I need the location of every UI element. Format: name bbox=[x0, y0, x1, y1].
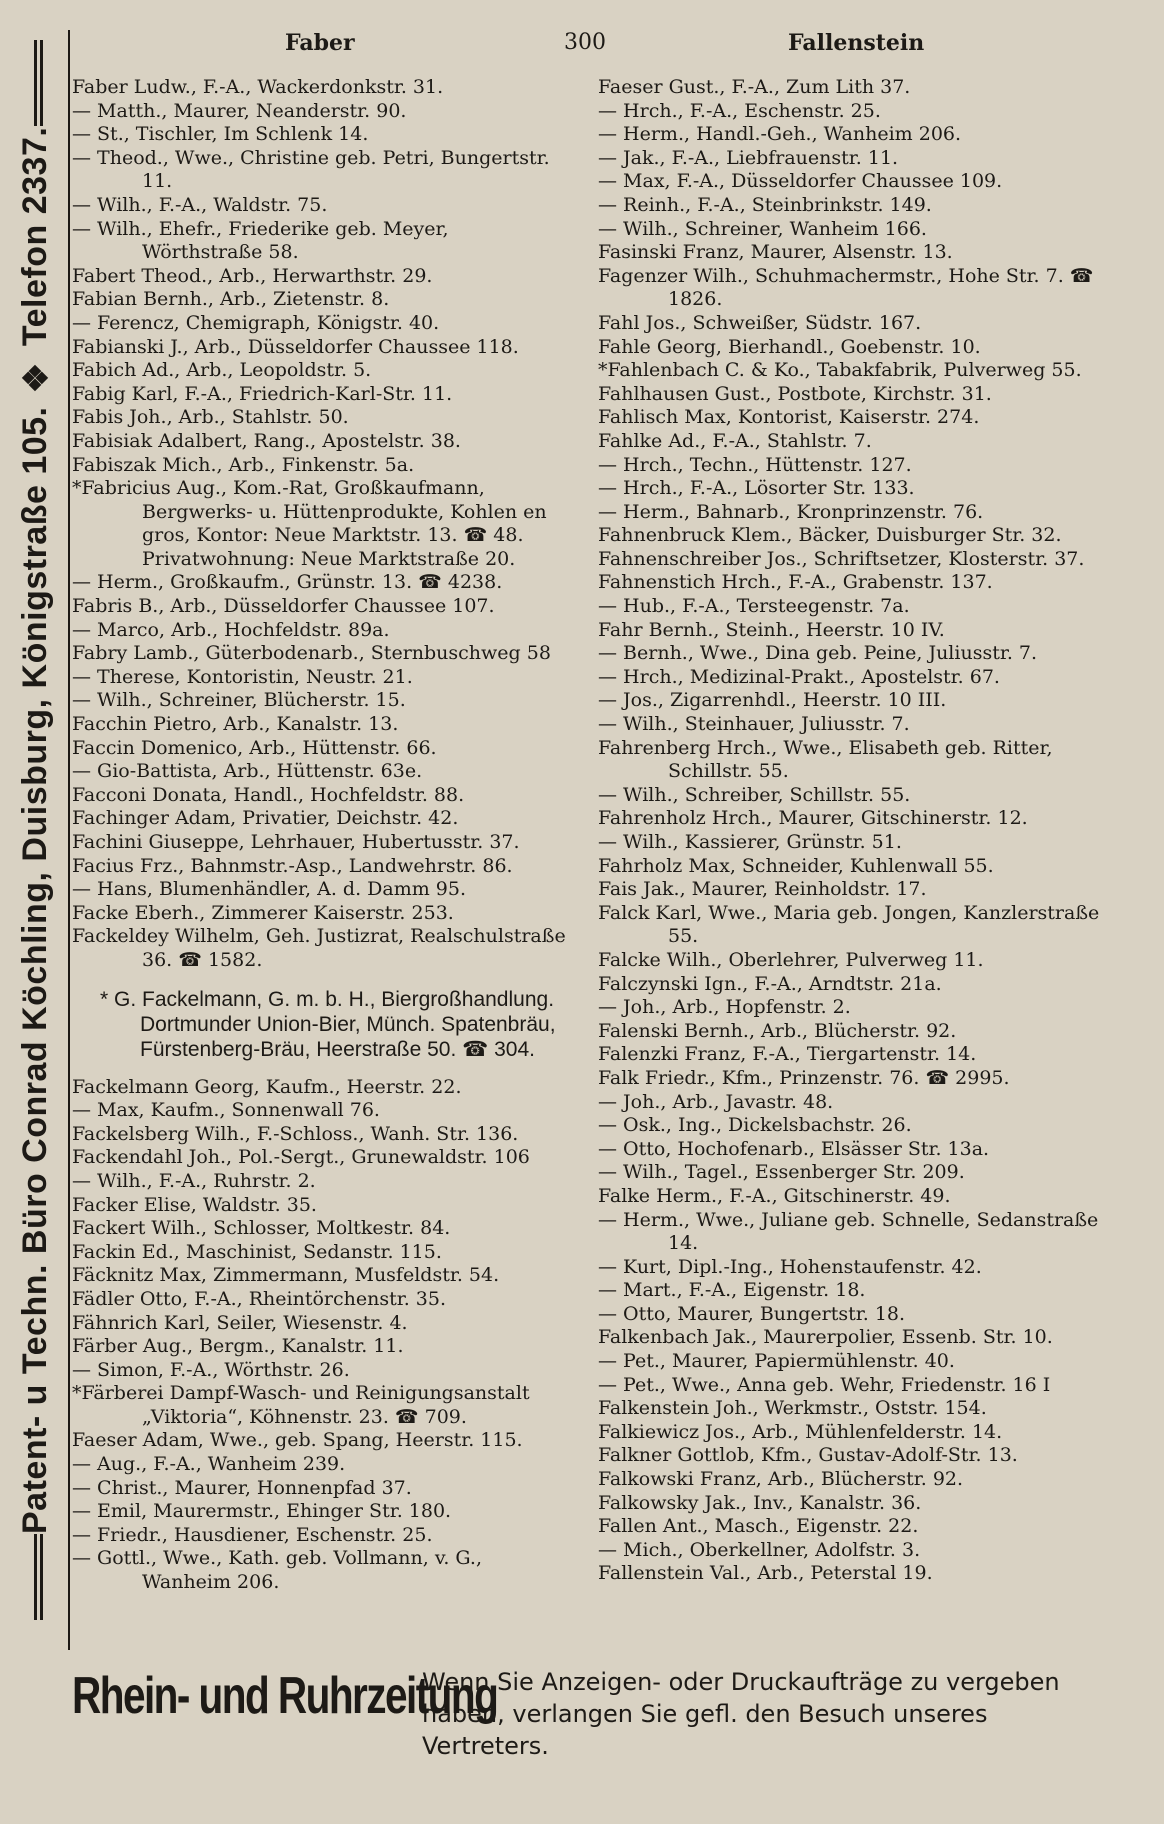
directory-entry: — Gio-Battista, Arb., Hüttenstr. 63e. bbox=[72, 760, 423, 783]
left-column bbox=[72, 76, 567, 1595]
directory-entry: Faccin Domenico, Arb., Hüttenstr. 66. bbox=[72, 736, 437, 759]
directory-entry: — Osk., Ing., Dickelsbachstr. 26. bbox=[598, 1114, 912, 1137]
directory-entry: Faeser Adam, Wwe., geb. Spang, Heerstr. 115. bbox=[72, 1429, 523, 1452]
directory-entry: Fahlke Ad., F.-A., Stahlstr. 7. bbox=[598, 429, 872, 452]
directory-entry: — Wilh., Schreiner, Wanheim 166. bbox=[598, 217, 927, 240]
directory-entry: Fais Jak., Maurer, Reinholdstr. 17. bbox=[598, 878, 927, 901]
directory-entry: Fabris B., Arb., Düsseldorfer Chaussee 107. bbox=[72, 595, 495, 618]
directory-entry: — Joh., Arb., Javastr. 48. bbox=[598, 1090, 834, 1113]
directory-entry: Falck Karl, Wwe., Maria geb. Jongen, Kanzlerstraße 55. bbox=[598, 901, 1100, 948]
directory-entry: — Hrch., Medizinal-Prakt., Apostelstr. 67. bbox=[598, 665, 1000, 688]
directory-entry: Fädler Otto, F.-A., Rheintörchenstr. 35. bbox=[72, 1287, 447, 1310]
directory-entry: Fackendahl Joh., Pol.-Sergt., Grunewaldstr. 106 bbox=[72, 1146, 530, 1169]
directory-entry: Fahle Georg, Bierhandl., Goebenstr. 10. bbox=[598, 335, 981, 358]
left-entries-2 bbox=[72, 1076, 567, 1595]
directory-entry: — Hrch., Techn., Hüttenstr. 127. bbox=[598, 453, 912, 476]
directory-entry: Falkenbach Jak., Maurerpolier, Essenb. Str. 10. bbox=[598, 1326, 1053, 1349]
directory-entry: Fagenzer Wilh., Schuhmachermstr., Hohe Str. 7. ☎ 1826. bbox=[598, 264, 1094, 311]
directory-entry: — Marco, Arb., Hochfeldstr. 89a. bbox=[72, 618, 390, 641]
directory-entry: — Herm., Großkaufm., Grünstr. 13. ☎ 4238. bbox=[72, 571, 503, 594]
directory-entry: Falkenstein Joh., Werkmstr., Oststr. 154. bbox=[598, 1397, 987, 1420]
column-divider-left bbox=[68, 30, 70, 1650]
directory-entry: — Therese, Kontoristin, Neustr. 21. bbox=[72, 665, 413, 688]
directory-entry: Facius Frz., Bahnmstr.-Asp., Landwehrstr. 86. bbox=[72, 854, 513, 877]
directory-entry: Fahlhausen Gust., Postbote, Kirchstr. 31. bbox=[598, 382, 992, 405]
right-column bbox=[598, 76, 1103, 1586]
directory-entry: — Herm., Bahnarb., Kronprinzenstr. 76. bbox=[598, 500, 984, 523]
directory-entry: — Reinh., F.-A., Steinbrinkstr. 149. bbox=[598, 193, 932, 216]
directory-entry: — Wilh., Kassierer, Grünstr. 51. bbox=[598, 831, 902, 853]
directory-entry: — Christ., Maurer, Honnenpfad 37. bbox=[72, 1476, 412, 1499]
directory-entry: *Färberei Dampf-Wasch- und Reinigungsanstalt „Viktoria“, Köhnenstr. 23. ☎ 709. bbox=[72, 1382, 530, 1428]
directory-entry: Fabry Lamb., Güterbodenarb., Sternbuschweg 58 bbox=[72, 642, 551, 665]
directory-entry: Fachinger Adam, Privatier, Deichstr. 42. bbox=[72, 807, 459, 830]
directory-entry: Falke Herm., F.-A., Gitschinerstr. 49. bbox=[598, 1184, 951, 1207]
directory-entry: — Mart., F.-A., Eigenstr. 18. bbox=[598, 1279, 866, 1302]
directory-entry: Falkiewicz Jos., Arb., Mühlenfelderstr. 14. bbox=[598, 1420, 1003, 1443]
right-entries bbox=[598, 76, 1103, 1586]
directory-entry: — Wilh., Tagel., Essenberger Str. 209. bbox=[598, 1161, 965, 1184]
directory-entry: Fabisiak Adalbert, Rang., Apostelstr. 38. bbox=[72, 429, 461, 452]
left-entries bbox=[72, 76, 567, 973]
directory-entry: Fahrholz Max, Schneider, Kuhlenwall 55. bbox=[598, 854, 994, 877]
directory-entry: — Theod., Wwe., Christine geb. Petri, Bungertstr. 11. bbox=[72, 146, 550, 193]
directory-entry: — Otto, Maurer, Bungertstr. 18. bbox=[598, 1302, 906, 1325]
directory-entry: Facconi Donata, Handl., Hochfeldstr. 88. bbox=[72, 783, 465, 806]
directory-entry: — Hub., F.-A., Tersteegenstr. 7a. bbox=[598, 595, 910, 618]
directory-entry: Fahlisch Max, Kontorist, Kaiserstr. 274. bbox=[598, 406, 980, 429]
directory-entry: Facke Eberh., Zimmerer Kaiserstr. 253. bbox=[72, 901, 454, 924]
directory-entry: *Fahlenbach C. & Ko., Tabakfabrik, Pulverweg 55. bbox=[598, 359, 1082, 382]
directory-entry: Fahnenschreiber Jos., Schriftsetzer, Klosterstr. 37. bbox=[598, 547, 1085, 570]
directory-entry: — Aug., F.-A., Wanheim 239. bbox=[72, 1453, 346, 1476]
directory-entry: Falenzki Franz, F.-A., Tiergartenstr. 14. bbox=[598, 1043, 977, 1066]
page-number: 300 bbox=[564, 30, 606, 55]
directory-entry: — Hrch., F.-A., Lösorter Str. 133. bbox=[598, 477, 915, 500]
directory-entry: — Simon, F.-A., Wörthstr. 26. bbox=[72, 1358, 350, 1381]
directory-entry: Falk Friedr., Kfm., Prinzenstr. 76. ☎ 2995. bbox=[598, 1066, 1010, 1089]
directory-entry: Faber Ludw., F.-A., Wackerdonkstr. 31. bbox=[72, 76, 444, 98]
directory-entry: — Bernh., Wwe., Dina geb. Peine, Juliusstr. 7. bbox=[598, 642, 1038, 665]
directory-entry: Fahrenberg Hrch., Wwe., Elisabeth geb. Ritter, Schillstr. 55. bbox=[598, 736, 1053, 783]
directory-entry: — Herm., Handl.-Geh., Wanheim 206. bbox=[598, 123, 962, 146]
directory-entry: — Herm., Wwe., Juliane geb. Schnelle, Sedanstraße 14. bbox=[598, 1208, 1099, 1255]
directory-entry: Fähnrich Karl, Seiler, Wiesenstr. 4. bbox=[72, 1311, 408, 1334]
directory-entry: Fabert Theod., Arb., Herwarthstr. 29. bbox=[72, 264, 433, 287]
directory-entry: Fabis Joh., Arb., Stahlstr. 50. bbox=[72, 406, 349, 429]
newspaper-logo: Rhein- und Ruhrzeitung bbox=[72, 1667, 498, 1725]
directory-entry: Fahnenbruck Klem., Bäcker, Duisburger Str. 32. bbox=[598, 524, 1062, 547]
directory-entry: Fachini Giuseppe, Lehrhauer, Hubertusstr. 37. bbox=[72, 831, 520, 853]
directory-entry: Falkner Gottlob, Kfm., Gustav-Adolf-Str. 13. bbox=[598, 1444, 1018, 1467]
directory-entry: — Otto, Hochofenarb., Elsässer Str. 13a. bbox=[598, 1137, 990, 1160]
directory-entry: Fäcknitz Max, Zimmermann, Musfeldstr. 54. bbox=[72, 1264, 500, 1287]
directory-entry: — Max, F.-A., Düsseldorfer Chaussee 109. bbox=[598, 170, 1003, 193]
side-advertisement bbox=[4, 30, 62, 1630]
directory-entry: Falcke Wilh., Oberlehrer, Pulverweg 11. bbox=[598, 948, 984, 971]
header-right-keyword: Fallenstein bbox=[788, 30, 925, 56]
directory-entry: — St., Tischler, Im Schlenk 14. bbox=[72, 123, 369, 146]
directory-entry: Fabich Ad., Arb., Leopoldstr. 5. bbox=[72, 359, 372, 382]
directory-entry: Falenski Bernh., Arb., Blücherstr. 92. bbox=[598, 1019, 957, 1042]
directory-entry: Fackin Ed., Maschinist, Sedanstr. 115. bbox=[72, 1240, 442, 1263]
directory-entry: — Mich., Oberkellner, Adolfstr. 3. bbox=[598, 1538, 921, 1561]
directory-entry: Fackelmann Georg, Kaufm., Heerstr. 22. bbox=[72, 1075, 462, 1098]
directory-entry: — Wilh., Steinhauer, Juliusstr. 7. bbox=[598, 713, 910, 736]
directory-entry: Facker Elise, Waldstr. 35. bbox=[72, 1193, 317, 1216]
directory-entry: Falkowsky Jak., Inv., Kanalstr. 36. bbox=[598, 1491, 922, 1514]
directory-entry: — Wilh., Schreiber, Schillstr. 55. bbox=[598, 783, 911, 806]
directory-entry: — Max, Kaufm., Sonnenwall 76. bbox=[72, 1099, 380, 1122]
directory-entry: Färber Aug., Bergm., Kanalstr. 11. bbox=[72, 1335, 404, 1358]
directory-entry: Fabig Karl, F.-A., Friedrich-Karl-Str. 11. bbox=[72, 382, 453, 405]
directory-entry: Fallenstein Val., Arb., Peterstal 19. bbox=[598, 1562, 933, 1585]
directory-entry: Fahrenholz Hrch., Maurer, Gitschinerstr. 12. bbox=[598, 807, 1028, 830]
directory-entry: — Pet., Maurer, Papiermühlenstr. 40. bbox=[598, 1350, 955, 1373]
directory-entry: — Friedr., Hausdiener, Eschenstr. 25. bbox=[72, 1523, 433, 1546]
directory-entry: — Joh., Arb., Hopfenstr. 2. bbox=[598, 996, 851, 1019]
page-header bbox=[70, 24, 1154, 64]
directory-entry: Falczynski Ign., F.-A., Arndtstr. 21a. bbox=[598, 972, 942, 995]
directory-entry: *Fabricius Aug., Kom.-Rat, Großkaufmann, Bergwerks- u. Hüttenprodukte, Kohlen en gros, Kontor: Neue Marktstr. 13. ☎ 48. Privatwohnung: Neue Marktstraße 20. bbox=[72, 477, 547, 570]
directory-entry: Fabiszak Mich., Arb., Finkenstr. 5a. bbox=[72, 453, 415, 476]
directory-entry: Fackelsberg Wilh., F.-Schloss., Wanh. Str. 136. bbox=[72, 1122, 519, 1145]
directory-entry: — Ferencz, Chemigraph, Königstr. 40. bbox=[72, 311, 440, 334]
directory-entry: Falkowski Franz, Arb., Blücherstr. 92. bbox=[598, 1468, 964, 1491]
directory-entry: Fackert Wilh., Schlosser, Moltkestr. 84. bbox=[72, 1217, 451, 1240]
directory-entry: Fahl Jos., Schweißer, Südstr. 167. bbox=[598, 311, 922, 334]
header-left-keyword: Faber bbox=[285, 30, 355, 56]
directory-entry: — Wilh., Ehefr., Friederike geb. Meyer, Wörthstraße 58. bbox=[72, 217, 449, 264]
directory-entry: — Kurt, Dipl.-Ing., Hohenstaufenstr. 42. bbox=[598, 1255, 982, 1278]
bottom-advertisement bbox=[70, 1656, 1100, 1776]
directory-entry: — Emil, Maurermstr., Ehinger Str. 180. bbox=[72, 1500, 452, 1523]
directory-entry: — Wilh., F.-A., Waldstr. 75. bbox=[72, 193, 328, 216]
directory-entry: Fabian Bernh., Arb., Zietenstr. 8. bbox=[72, 288, 390, 311]
directory-entry: — Wilh., F.-A., Ruhrstr. 2. bbox=[72, 1169, 316, 1192]
directory-entry: — Jak., F.-A., Liebfrauenstr. 11. bbox=[598, 146, 899, 169]
directory-entry: Fasinski Franz, Maurer, Alsenstr. 13. bbox=[598, 241, 953, 264]
side-ad-text: Patent- u Techn. Büro Conrad Köchling, Duisburg, Königstraße 105. ❖ Telefon 2337. bbox=[5, 126, 65, 1533]
directory-entry: — Hrch., F.-A., Eschenstr. 25. bbox=[598, 99, 881, 122]
directory-entry: Faeser Gust., F.-A., Zum Lith 37. bbox=[598, 76, 911, 98]
directory-entry: — Gottl., Wwe., Kath. geb. Vollmann, v. G., Wanheim 206. bbox=[72, 1547, 483, 1594]
directory-entry: — Hans, Blumenhändler, A. d. Damm 95. bbox=[72, 878, 467, 901]
ad-message: Wenn Sie Anzeigen- oder Druckaufträge zu vergeben haben, verlangen Sie gefl. den Besuch unseres Vertreters. bbox=[422, 1668, 1060, 1760]
directory-entry: Fahnenstich Hrch., F.-A., Grabenstr. 137. bbox=[598, 571, 993, 594]
directory-entry: Fahr Bernh., Steinh., Heerstr. 10 IV. bbox=[598, 618, 945, 641]
directory-entry: Facchin Pietro, Arb., Kanalstr. 13. bbox=[72, 713, 399, 736]
directory-entry: Fallen Ant., Masch., Eigenstr. 22. bbox=[598, 1515, 919, 1538]
directory-entry: Fabianski J., Arb., Düsseldorfer Chaussee 118. bbox=[72, 335, 519, 358]
directory-entry: — Pet., Wwe., Anna geb. Wehr, Friedenstr. 16 I bbox=[598, 1373, 1051, 1396]
directory-entry: — Jos., Zigarrenhdl., Heerstr. 10 III. bbox=[598, 689, 947, 712]
directory-entry: Fackeldey Wilhelm, Geh. Justizrat, Realschulstraße 36. ☎ 1582. bbox=[72, 925, 566, 971]
directory-entry: — Wilh., Schreiner, Blücherstr. 15. bbox=[72, 689, 406, 712]
fackelmann-ad: * G. Fackelmann, G. m. b. H., Biergroßhandlung. Dortmunder Union-Bier, Münch. Spatenbräu, Fürstenberg-Bräu, Heerstraße 50. ☎ 304. bbox=[100, 987, 556, 1061]
directory-entry: — Matth., Maurer, Neanderstr. 90. bbox=[72, 99, 407, 122]
